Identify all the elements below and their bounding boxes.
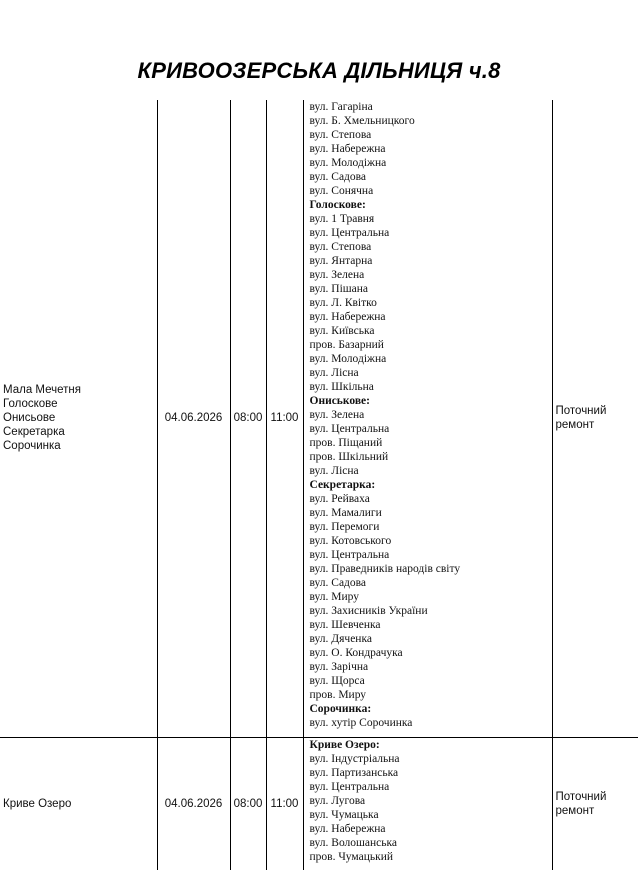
settlement-name: Онисьове	[3, 412, 56, 425]
street-item: вул. Рейваха	[309, 493, 370, 505]
settlements-cell	[0, 737, 157, 870]
street-item: вул. Садова	[309, 171, 367, 183]
street-item: вул. Степова	[309, 241, 372, 253]
street-item: вул. Центральна	[309, 549, 390, 561]
date-cell: 04.06.2026	[157, 737, 230, 870]
street-item: вул. Сонячна	[309, 185, 374, 197]
street-item: вул. Миру	[309, 591, 359, 603]
end-time-cell: 11:00	[266, 100, 303, 737]
street-item: вул. О. Кондрачука	[309, 647, 403, 659]
street-item: вул. Зарічна	[309, 661, 369, 673]
settlement-name: Сорочинка	[3, 440, 61, 453]
streets-list	[310, 738, 552, 864]
street-item: вул. Зелена	[309, 269, 365, 281]
street-item: вул. Садова	[309, 577, 367, 589]
end-time-cell: 11:00	[266, 737, 303, 870]
street-item: вул. Лісна	[309, 367, 359, 379]
street-item: вул. Набережна	[309, 822, 386, 835]
street-item: вул. Партизанська	[309, 766, 399, 779]
street-item: вул. Шевченка	[309, 619, 381, 631]
street-item: вул. Дяченка	[309, 633, 372, 645]
settlement-heading: Голоскове:	[309, 199, 366, 211]
settlement-heading: Криве Озеро:	[309, 738, 380, 751]
reason-text: ремонт	[555, 804, 595, 817]
street-item: вул. Котовського	[309, 535, 392, 547]
street-item: вул. Волошанська	[309, 836, 398, 849]
street-item: вул. Київська	[309, 325, 375, 337]
reason-text: Поточний	[555, 405, 607, 418]
street-item: вул. Молодіжна	[309, 353, 387, 365]
settlement-heading: Секретарка:	[309, 479, 376, 491]
street-item: вул. Перемоги	[309, 521, 380, 533]
reason-cell	[552, 737, 638, 870]
street-item: вул. Янтарна	[309, 255, 373, 267]
reason-text: ремонт	[555, 419, 595, 432]
street-item: пров. Чумацький	[309, 850, 394, 863]
street-item: вул. Зелена	[309, 409, 365, 421]
street-item: вул. Чумацька	[309, 808, 379, 821]
reason-text: Поточний	[555, 790, 607, 803]
settlement-name: Секретарка	[3, 426, 65, 439]
street-item: вул. Молодіжна	[309, 157, 387, 169]
street-item: вул. Праведників народів світу	[309, 563, 461, 575]
date-cell: 04.06.2026	[157, 100, 230, 737]
start-time-cell: 08:00	[230, 737, 266, 870]
street-item: вул. Щорса	[309, 675, 365, 687]
street-item: вул. Лугова	[309, 794, 366, 807]
table-row	[0, 737, 638, 870]
street-item: вул. Мамалиги	[309, 507, 382, 519]
street-item: вул. Набережна	[309, 143, 386, 155]
settlement-name: Мала Мечетня	[3, 384, 81, 397]
settlement-heading: Сорочинка:	[309, 703, 372, 715]
table-row	[0, 100, 638, 737]
street-item: вул. Набережна	[309, 311, 386, 323]
street-item: вул. Центральна	[309, 780, 390, 793]
street-item: вул. Пішана	[309, 283, 368, 295]
street-item: пров. Базарний	[309, 339, 384, 351]
streets-cell	[303, 737, 552, 870]
street-item: вул. Шкільна	[309, 381, 374, 393]
settlements-cell	[0, 100, 157, 737]
street-item: пров. Миру	[309, 689, 367, 701]
street-item: вул. Центральна	[309, 227, 390, 239]
street-item: вул. Л. Квітко	[309, 297, 377, 309]
street-item: вул. Б. Хмельницкого	[309, 115, 415, 127]
street-item: вул. Центральна	[309, 423, 390, 435]
reason-cell	[552, 100, 638, 737]
street-item: вул. Захисників України	[309, 605, 428, 617]
streets-cell	[303, 100, 552, 737]
street-item: вул. Гагаріна	[309, 101, 373, 113]
outage-table-body	[0, 100, 638, 870]
start-time-cell: 08:00	[230, 100, 266, 737]
settlement-heading: Ониськове:	[309, 395, 370, 407]
street-item: вул. Степова	[309, 129, 372, 141]
street-item: вул. Лісна	[309, 465, 359, 477]
street-item: пров. Піщаний	[309, 437, 383, 449]
street-item: вул. Індустріальна	[309, 752, 400, 765]
street-item: пров. Шкільний	[309, 451, 389, 463]
settlement-name: Голоскове	[3, 398, 58, 411]
outage-schedule-table	[0, 100, 638, 870]
page-title: КРИВООЗЕРСЬКА ДІЛЬНИЦЯ ч.8	[137, 58, 501, 83]
streets-list	[310, 100, 552, 730]
settlement-name: Криве Озеро	[3, 797, 72, 810]
street-item: вул. хутір Сорочинка	[309, 717, 413, 729]
street-item: вул. 1 Травня	[309, 213, 375, 225]
